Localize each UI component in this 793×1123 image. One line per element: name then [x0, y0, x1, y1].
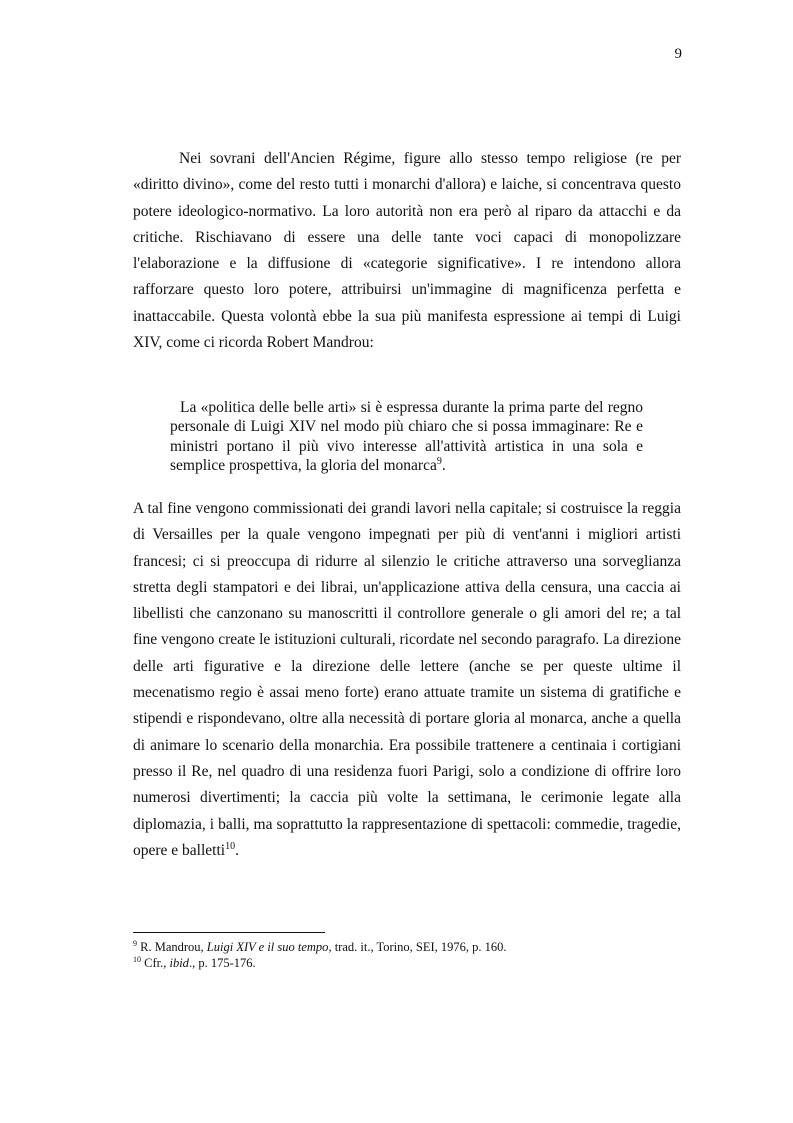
footnote-title: ibid	[169, 956, 189, 970]
footnote-10	[133, 955, 681, 971]
footnote-number: 10	[133, 954, 141, 964]
footnote-number: 9	[133, 938, 137, 948]
footnote-prefix: Cfr.,	[141, 956, 170, 970]
body-paragraph-1: Nei sovrani dell'Ancien Régime, figure allo stesso tempo religiose (re per «diritto divino», come del resto tutti i monarchi d'allora) e laiche, si concentrava questo potere ideologico-normativo. La loro autorità non era però al riparo da attacchi e da critiche. Rischiavano di essere una delle tante voci capaci di monopolizzare l'elaborazione e la diffusione di «categorie significative». I re intendono allora rafforzare questo loro potere, attribuirsi un'immagine di magnificenza perfetta e inattaccabile. Questa volontà ebbe la sua più manifesta espressione ai tempi di Luigi XIV, come ci ricorda Robert Mandrou:	[133, 150, 681, 352]
footnote-ref-10: 10	[225, 840, 236, 852]
body-paragraph-2-text: A tal fine vengono commissionati dei grandi lavori nella capitale; si costruisce la reggia di Versailles per la quale vengono impegnati per più di vent'anni i migliori artisti francesi; ci si preoccupa di ridurre al silenzio le critiche attraverso una sorveglianza stretta degli stampatori e dei librai, un'applicazione attiva della censura, una caccia ai libellisti che canzonano su manoscritti il controllore generale o gli amori del re; a tal fine vengono create le istituzioni culturali, ricordate nel secondo paragrafo. La direzione delle arti figurative e la direzione delle lettere (anche se per queste ultime il mecenatismo regio è assai meno forte) erano attuate tramite un sistema di gratifiche e stipendi e rispondevano, oltre alla necessità di portare gloria al monarca, anche a quella di animare lo scenario della monarchia. Era possibile trattenere a centinaia i cortigiani presso il Re, nel quadro di una residenza fuori Parigi, solo a condizione di offrire loro numerosi divertimenti; la caccia più volte la settimana, le cerimonie legate alla diplomazia, i balli, ma soprattutto la rappresentazione di spettacoli: commedie, tragedie, opere e balletti	[133, 500, 681, 859]
footnote-prefix: R. Mandrou,	[137, 940, 207, 954]
footnote-9	[133, 939, 681, 955]
block-quote-end: .	[441, 457, 446, 475]
footnotes	[133, 939, 681, 971]
footnote-divider	[133, 932, 325, 933]
footnote-suffix: ., p. 175-176.	[188, 956, 256, 970]
block-quote	[170, 398, 643, 476]
footnote-suffix: , trad. it., Torino, SEI, 1976, p. 160.	[328, 940, 507, 954]
page-number: 9	[674, 46, 682, 62]
body-paragraph-2	[133, 496, 681, 864]
footnote-title: Luigi XIV e il suo tempo	[206, 940, 329, 954]
footnote-ref-9: 9	[436, 456, 442, 468]
body-paragraph-2-end: .	[235, 841, 239, 859]
block-quote-text: La «politica delle belle arti» si è espressa durante la prima parte del regno personale di Luigi XIV nel modo più chiaro che si possa immaginare: Re e ministri portano il più vivo interesse all'attività artistica in una sola e semplice prospettiva, la gloria del monarca	[170, 399, 643, 475]
